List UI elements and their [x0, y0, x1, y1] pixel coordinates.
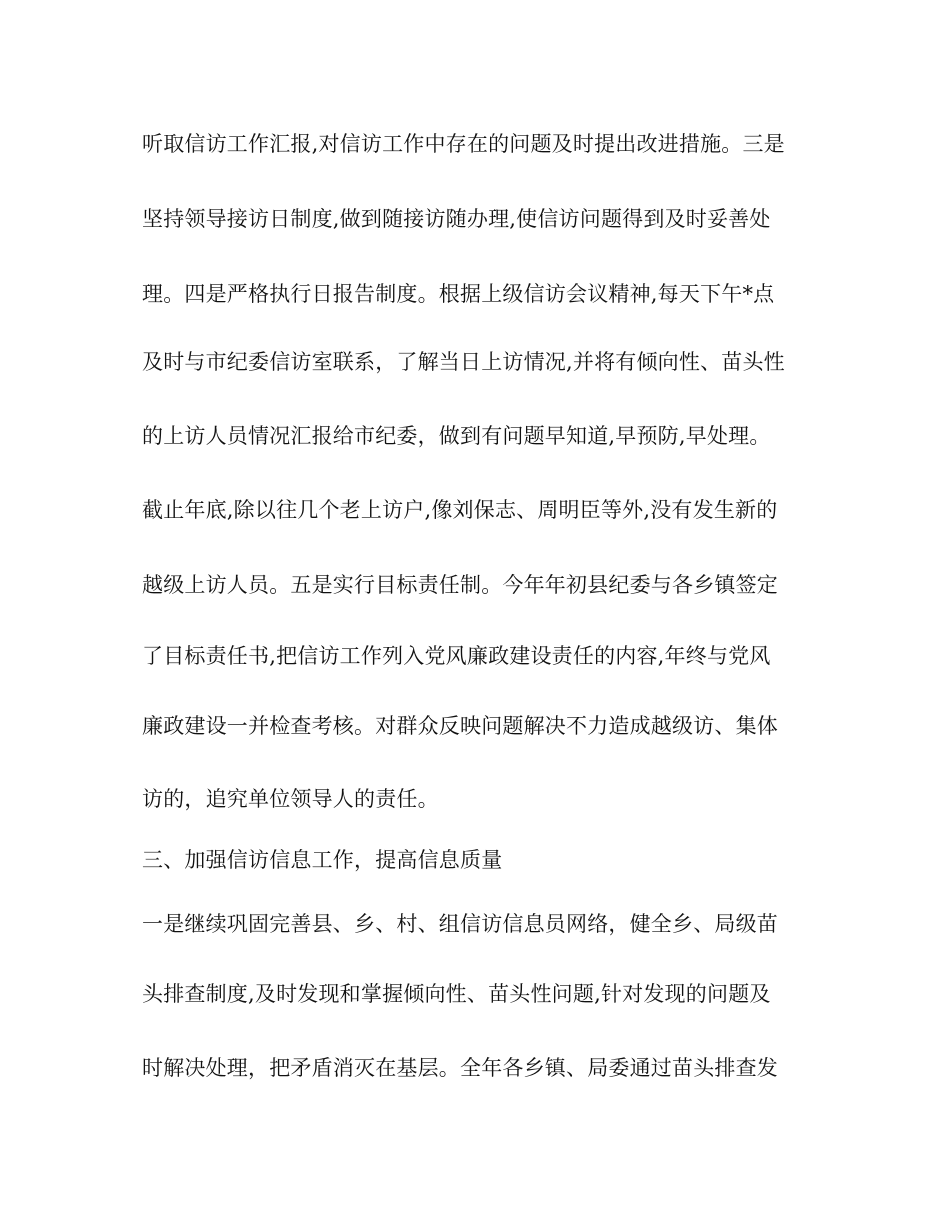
paragraph-line: 听取信访工作汇报,对信访工作中存在的问题及时提出改进措施。三是 — [142, 132, 785, 156]
paragraph-line: 一是继续巩固完善县、乡、村、组信访信息员网络，健全乡、局级苗 — [142, 912, 778, 936]
paragraph-line: 廉政建设一并检查考核。对群众反映问题解决不力造成越级访、集体 — [142, 714, 778, 738]
paragraph-line: 了目标责任书,把信访工作列入党风廉政建设责任的内容,年终与党风 — [142, 644, 771, 668]
section-heading: 三、加强信访信息工作，提高信息质量 — [142, 848, 503, 872]
paragraph-line: 截止年底,除以往几个老上访户,像刘保志、周明臣等外,没有发生新的 — [142, 498, 778, 522]
paragraph-line: 理。四是严格执行日报告制度。根据上级信访会议精神,每天下午*点 — [142, 282, 775, 306]
paragraph-line: 越级上访人员。五是实行目标责任制。今年年初县纪委与各乡镇签定 — [142, 573, 778, 597]
paragraph-line: 坚持领导接访日制度,做到随接访随办理,使信访问题得到及时妥善处 — [142, 207, 771, 231]
paragraph-line: 访的，追究单位领导人的责任。 — [142, 787, 439, 811]
paragraph-line: 的上访人员情况汇报给市纪委，做到有问题早知道,早预防,早处理。 — [142, 424, 771, 448]
paragraph-line: 时解决处理，把矛盾消灭在基层。全年各乡镇、局委通过苗头排查发 — [142, 1056, 778, 1080]
paragraph-line: 及时与市纪委信访室联系，了解当日上访情况,并将有倾向性、苗头性 — [142, 350, 785, 374]
paragraph-line: 头排查制度,及时发现和掌握倾向性、苗头性问题,针对发现的问题及 — [142, 982, 771, 1006]
